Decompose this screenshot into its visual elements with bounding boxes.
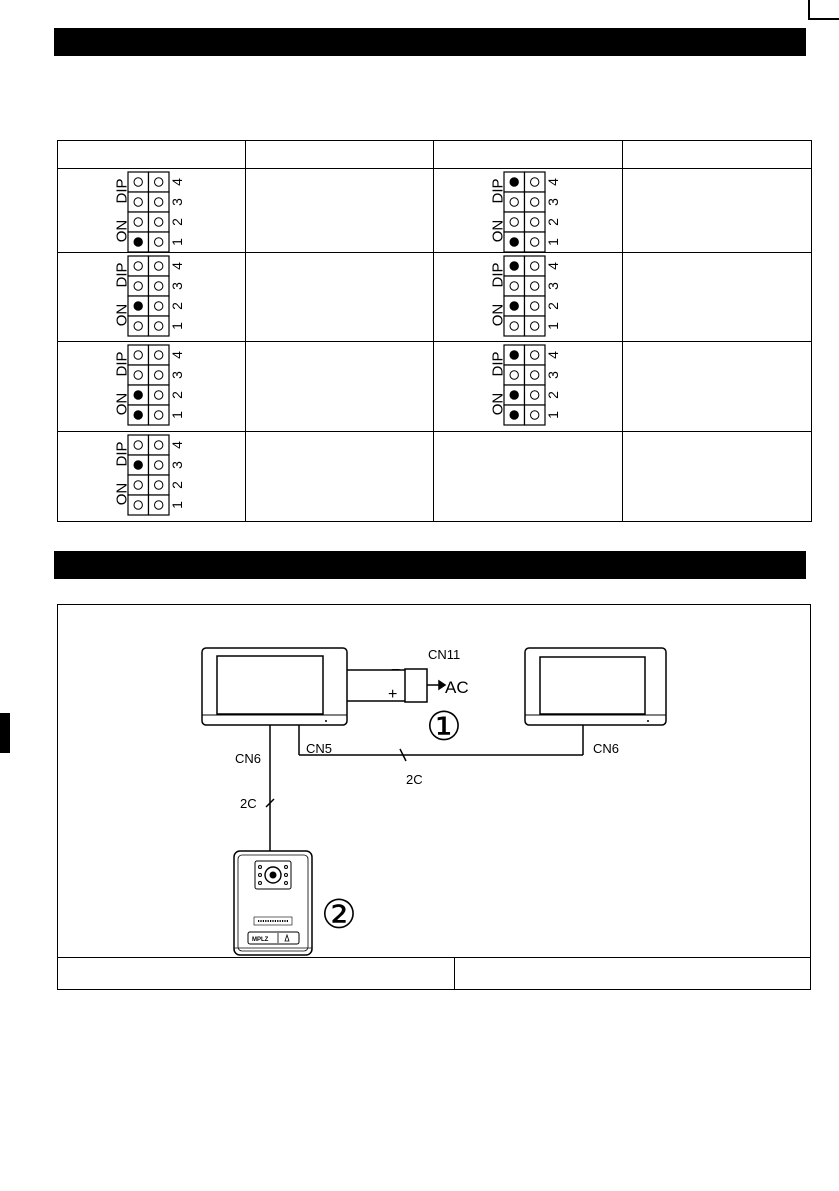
dip-position-dot — [155, 441, 163, 449]
dip-position-dot — [510, 351, 518, 359]
table-row — [58, 169, 812, 253]
dip-on-label: ON — [113, 219, 131, 243]
dip-switch-icon — [110, 169, 200, 253]
dip-on-label: ON — [113, 392, 131, 416]
dip-position-dot — [134, 238, 142, 246]
dip-position-dot — [134, 371, 142, 379]
dip-switch-number: 4 — [545, 178, 561, 186]
dip-position-dot — [531, 371, 539, 379]
indoor-monitor-extension — [525, 648, 666, 725]
label-cn5: CN5 — [306, 741, 333, 756]
dip-switch-number: 1 — [545, 411, 561, 419]
dip-position-dot — [531, 411, 539, 419]
dip-position-dot — [510, 371, 518, 379]
dip-on-label: ON — [113, 303, 131, 327]
dip-position-dot — [134, 198, 142, 206]
dip-position-dot — [134, 501, 142, 509]
table-row — [58, 432, 812, 522]
dip-position-dot — [510, 238, 518, 246]
dip-switch-number: 4 — [169, 351, 185, 359]
outdoor-door-station — [234, 851, 312, 955]
dip-position-dot — [155, 302, 163, 310]
dip-position-dot — [531, 322, 539, 330]
dip-switch-icon — [110, 432, 200, 516]
dip-position-dot — [531, 218, 539, 226]
dip-cell — [434, 253, 623, 342]
dip-switch-number: 3 — [545, 282, 561, 290]
table-row — [58, 342, 812, 432]
dip-dip-label: DIP — [113, 178, 131, 204]
door-station-brand: MPLZ — [252, 937, 269, 943]
dip-switch-icon — [486, 342, 576, 426]
label-cn6-right: CN6 — [593, 741, 620, 756]
dip-switch-number: 2 — [545, 302, 561, 310]
dip-position-dot — [531, 282, 539, 290]
dip-position-dot — [531, 198, 539, 206]
caption-divider — [454, 958, 455, 989]
dip-switch-number: 4 — [545, 351, 561, 359]
dip-cell — [58, 432, 246, 522]
table-row — [58, 253, 812, 342]
dip-position-dot — [155, 198, 163, 206]
wiring-diagram — [58, 605, 810, 959]
table-header-row — [58, 141, 812, 169]
dip-position-dot — [134, 282, 142, 290]
dip-position-dot — [510, 282, 518, 290]
dip-position-dot — [155, 391, 163, 399]
dip-switch-icon — [110, 253, 200, 337]
dip-switch-number: 2 — [169, 391, 185, 399]
dip-dip-label: DIP — [113, 441, 131, 467]
dip-switch-icon — [486, 253, 576, 337]
dip-switch-number: 1 — [545, 322, 561, 330]
dip-switch-number: 3 — [169, 461, 185, 469]
dip-position-dot — [531, 238, 539, 246]
section-header-bar-1 — [54, 28, 806, 56]
dip-cell — [434, 342, 623, 432]
callout-1: ① — [426, 705, 462, 749]
dip-switch-number: 1 — [169, 322, 185, 330]
dip-position-dot — [134, 178, 142, 186]
dip-position-dot — [155, 461, 163, 469]
dip-switch-icon — [486, 169, 576, 253]
dip-position-dot — [510, 411, 518, 419]
dip-switch-number: 1 — [169, 411, 185, 419]
dip-on-label: ON — [489, 303, 507, 327]
dip-position-dot — [134, 481, 142, 489]
dip-position-dot — [155, 218, 163, 226]
dip-switch-number: 2 — [545, 391, 561, 399]
dip-switch-number: 1 — [169, 238, 185, 246]
callout-2: ② — [321, 893, 357, 937]
dip-on-label: ON — [489, 392, 507, 416]
dip-switch-number: 4 — [545, 262, 561, 270]
dip-position-dot — [155, 282, 163, 290]
page-edge-tab — [0, 713, 10, 753]
crop-mark-top-right — [808, 0, 810, 20]
section-header-bar-2 — [54, 551, 806, 579]
dip-switch-number: 2 — [169, 481, 185, 489]
dip-dip-label: DIP — [489, 178, 507, 204]
dip-position-dot — [155, 262, 163, 270]
dip-position-dot — [531, 391, 539, 399]
diagram-caption-row — [58, 957, 810, 989]
dip-position-dot — [134, 441, 142, 449]
dip-position-dot — [134, 391, 142, 399]
dip-position-dot — [531, 302, 539, 310]
dip-position-dot — [155, 178, 163, 186]
label-cn11: CN11 — [428, 647, 461, 662]
dip-position-dot — [134, 218, 142, 226]
dip-position-dot — [531, 178, 539, 186]
dip-position-dot — [510, 262, 518, 270]
dip-dip-label: DIP — [489, 351, 507, 377]
dip-dip-label: DIP — [113, 351, 131, 377]
dip-position-dot — [155, 238, 163, 246]
dip-position-dot — [155, 371, 163, 379]
dip-dip-label: DIP — [113, 262, 131, 288]
dip-switch-number: 3 — [169, 198, 185, 206]
dip-position-dot — [510, 322, 518, 330]
dip-switch-number: 3 — [545, 198, 561, 206]
dip-switch-table — [57, 140, 812, 522]
dip-position-dot — [155, 481, 163, 489]
dip-switch-number: 2 — [169, 302, 185, 310]
dip-switch-number: 3 — [545, 371, 561, 379]
dip-position-dot — [134, 302, 142, 310]
dip-position-dot — [134, 411, 142, 419]
dip-position-dot — [510, 391, 518, 399]
indoor-monitor-main — [202, 648, 347, 725]
dip-position-dot — [510, 178, 518, 186]
crop-mark-top — [0, 0, 14, 3]
label-plus: + — [388, 686, 398, 703]
dip-position-dot — [134, 322, 142, 330]
dip-position-dot — [134, 262, 142, 270]
dip-position-dot — [510, 218, 518, 226]
dip-position-dot — [155, 351, 163, 359]
dip-position-dot — [134, 461, 142, 469]
dip-position-dot — [155, 411, 163, 419]
dip-position-dot — [155, 501, 163, 509]
dip-switch-number: 3 — [169, 371, 185, 379]
dip-position-dot — [531, 262, 539, 270]
dip-switch-number: 2 — [545, 218, 561, 226]
dip-dip-label: DIP — [489, 262, 507, 288]
dip-position-dot — [531, 351, 539, 359]
label-2c-door: 2C — [240, 796, 257, 811]
dip-switch-number: 1 — [545, 238, 561, 246]
dip-cell — [58, 169, 246, 253]
dip-position-dot — [155, 322, 163, 330]
label-2c-bus: 2C — [406, 772, 423, 787]
wiring-diagram-frame — [57, 604, 811, 990]
dip-cell — [434, 169, 623, 253]
crop-mark-top-right-h — [808, 18, 839, 20]
dip-position-dot — [510, 302, 518, 310]
dip-switch-number: 4 — [169, 178, 185, 186]
dip-switch-number: 2 — [169, 218, 185, 226]
dip-cell — [58, 253, 246, 342]
dip-switch-number: 4 — [169, 262, 185, 270]
dip-switch-number: 1 — [169, 501, 185, 509]
dip-switch-icon — [110, 342, 200, 426]
dip-position-dot — [510, 198, 518, 206]
dip-on-label: ON — [113, 482, 131, 506]
label-ac: AC — [445, 678, 469, 697]
dip-switch-number: 4 — [169, 441, 185, 449]
dip-switch-number: 3 — [169, 282, 185, 290]
label-cn6-left: CN6 — [235, 751, 262, 766]
dip-cell — [58, 342, 246, 432]
dip-on-label: ON — [489, 219, 507, 243]
label-minus: − — [391, 662, 401, 679]
dip-position-dot — [134, 351, 142, 359]
